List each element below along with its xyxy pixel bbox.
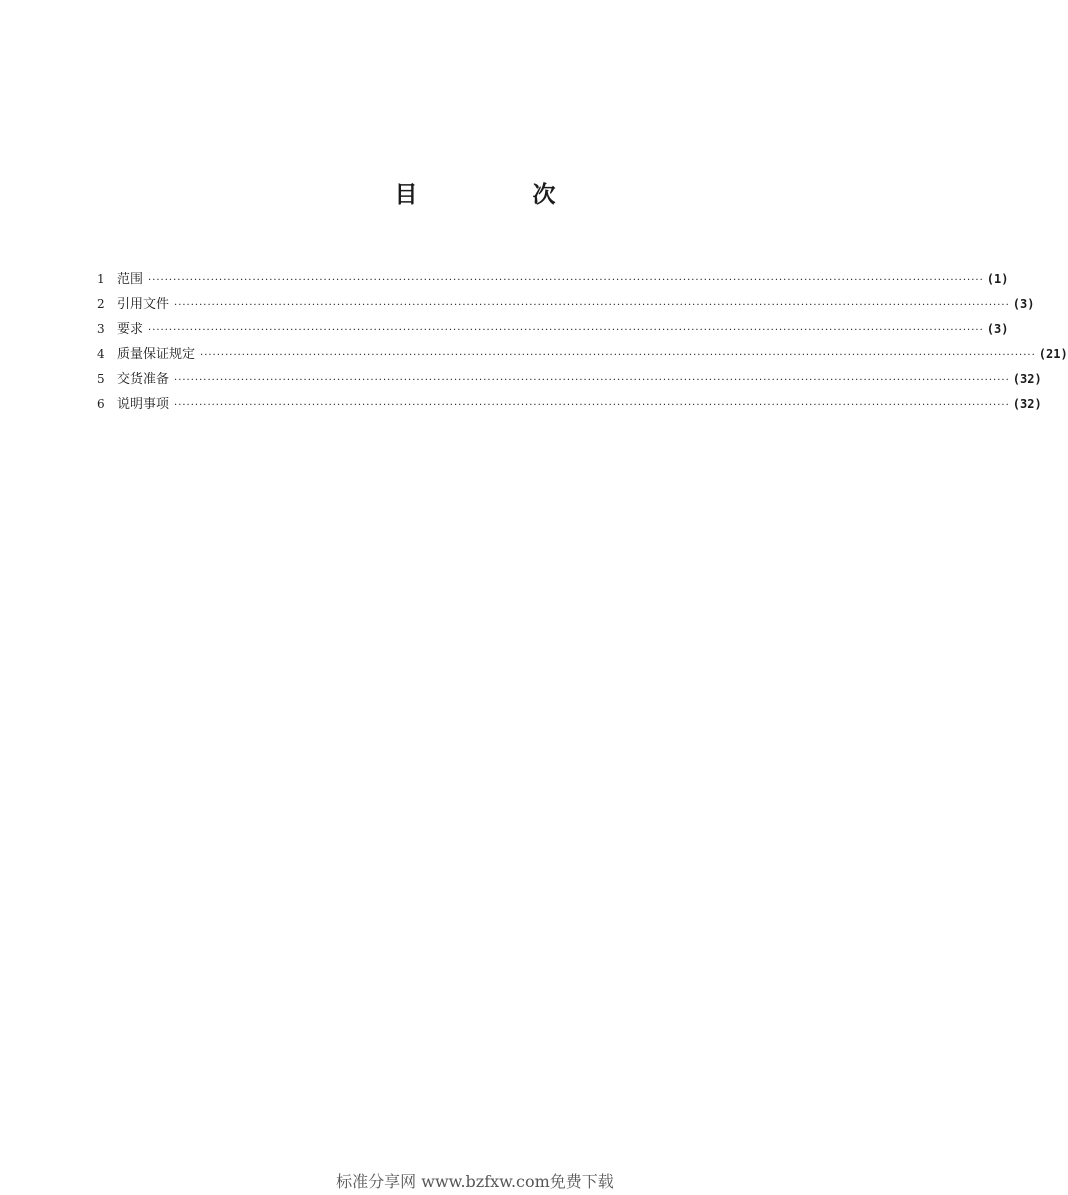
- toc-entry-label: 交货准备: [117, 372, 170, 387]
- dot-leader: ········································································································································································································: [148, 325, 984, 336]
- toc-entry-page: (1): [986, 272, 1009, 286]
- toc-title: 目 次: [394, 182, 602, 208]
- toc-entry-label: 说明事项: [117, 397, 170, 412]
- toc-entry-number: 6: [97, 397, 105, 411]
- toc-entry-page: (3): [986, 322, 1009, 336]
- dot-leader: ········································································································································································································: [148, 275, 984, 286]
- toc-entry-page: (21): [1038, 347, 1068, 361]
- dot-leader: ········································································································································································································: [200, 350, 1036, 361]
- toc-entry-delivery[interactable]: [97, 368, 1042, 393]
- toc-entry-page: (32): [1012, 372, 1042, 386]
- toc-entry-label: 要求: [117, 322, 144, 337]
- dot-leader: ········································································································································································································: [174, 300, 1010, 311]
- toc-entry-requirements[interactable]: [97, 318, 1009, 343]
- dot-leader: ········································································································································································································: [174, 400, 1010, 411]
- toc-entry-label: 质量保证规定: [117, 347, 196, 362]
- toc-entry-number: 2: [97, 297, 105, 311]
- table-of-contents: [97, 268, 1068, 418]
- dot-leader: ········································································································································································································: [174, 375, 1010, 386]
- toc-entry-notes[interactable]: [97, 393, 1042, 418]
- toc-entry-scope[interactable]: [97, 268, 1009, 293]
- toc-entry-number: 1: [97, 272, 105, 286]
- toc-entry-number: 4: [97, 347, 105, 361]
- toc-entry-page: (32): [1012, 397, 1042, 411]
- toc-entry-label: 范围: [117, 272, 144, 287]
- footer-watermark: 标准分享网 www.bzfxw.com免费下载: [336, 1172, 614, 1191]
- toc-entry-quality-assurance[interactable]: [97, 343, 1068, 368]
- toc-entry-page: (3): [1012, 297, 1035, 311]
- toc-entry-number: 5: [97, 372, 105, 386]
- toc-entry-references[interactable]: [97, 293, 1035, 318]
- toc-entry-label: 引用文件: [117, 297, 170, 312]
- toc-entry-number: 3: [97, 322, 105, 336]
